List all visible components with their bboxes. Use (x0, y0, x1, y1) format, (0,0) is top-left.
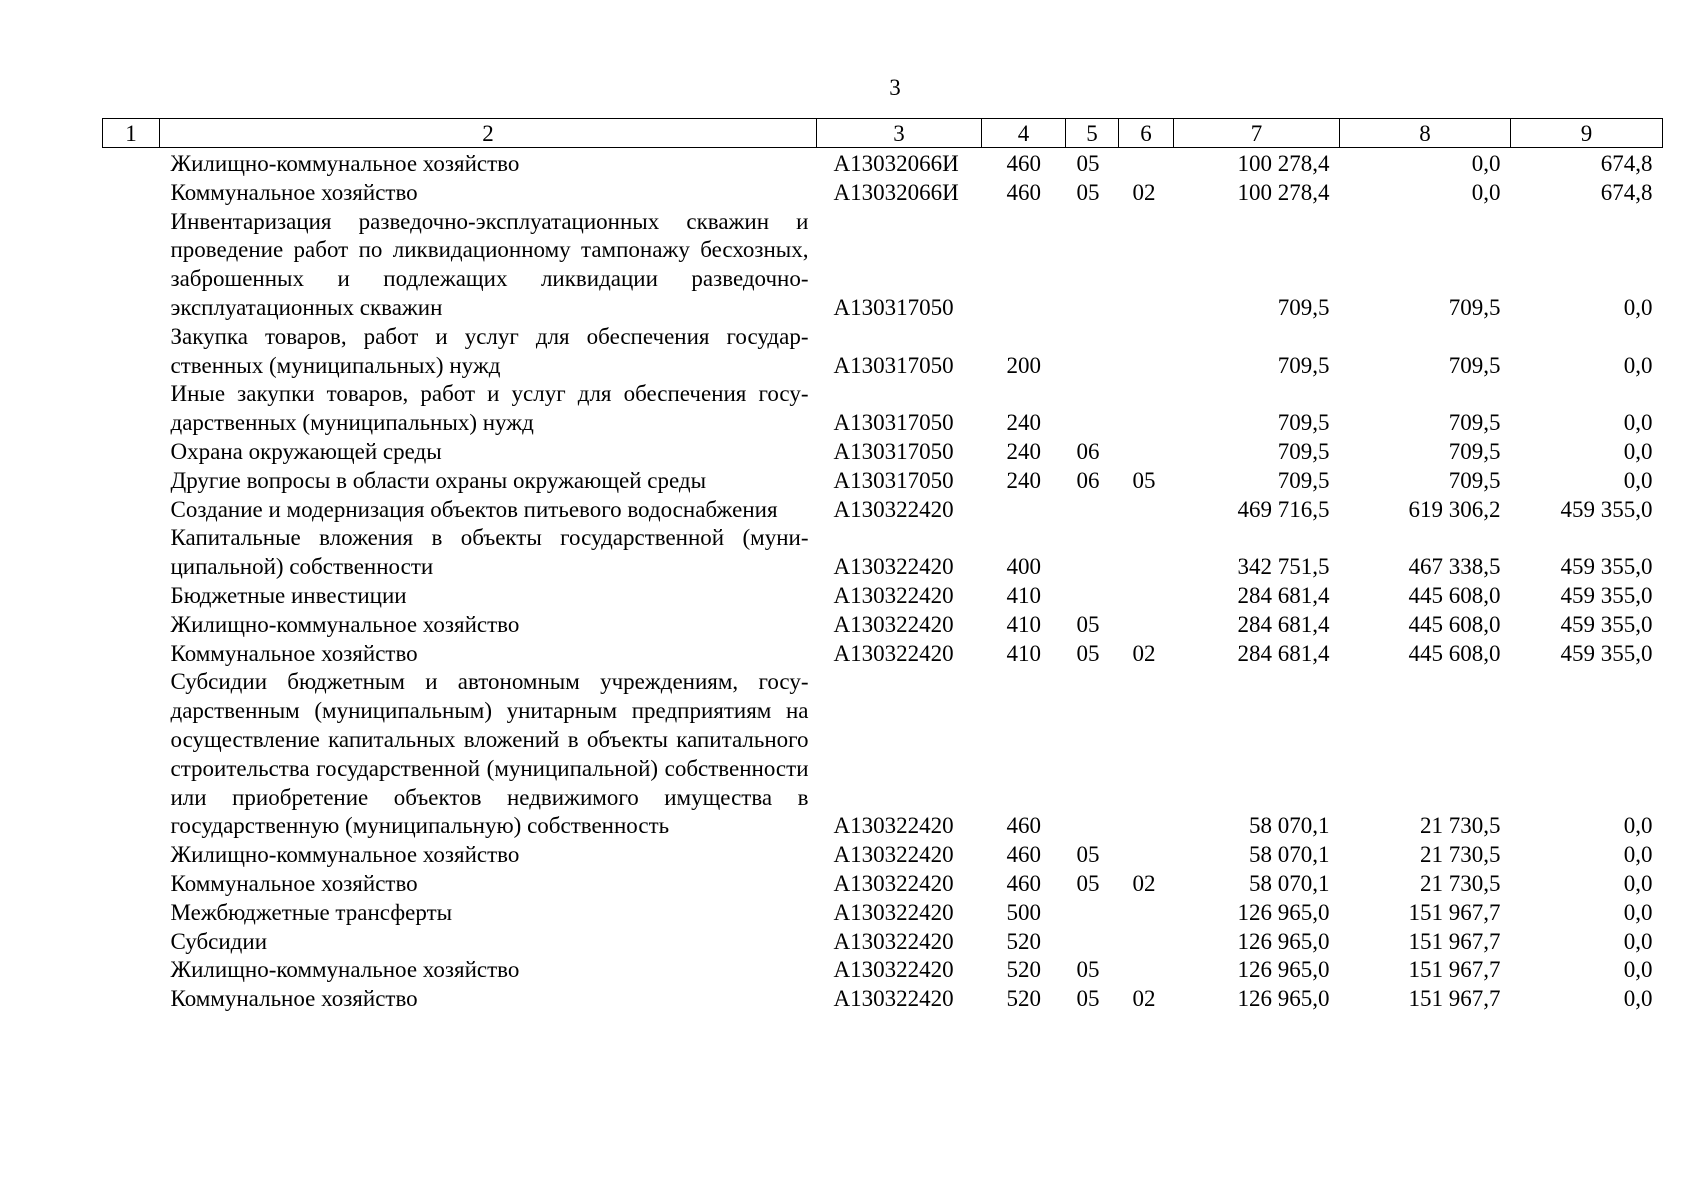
expense-type-code: 240 (1006, 438, 1041, 464)
table-row (103, 899, 1663, 928)
expense-type-code: 400 (1006, 554, 1041, 580)
table-row (103, 179, 1663, 208)
table-row (103, 841, 1663, 870)
target-article-code: А130317050 (833, 438, 954, 464)
expense-type-code: 460 (1006, 151, 1041, 176)
section-code: 05 (1076, 986, 1100, 1012)
section-code: 05 (1076, 179, 1100, 205)
row-name: Коммунальное хозяйство (170, 640, 418, 666)
amount-col-8: 0,0 (1471, 179, 1501, 205)
amount-col-8: 467 338,5 (1408, 554, 1501, 580)
amount-col-7: 342 751,5 (1237, 554, 1330, 580)
section-code (1066, 380, 1119, 438)
amount-col-9: 459 355,0 (1560, 496, 1653, 522)
amount-col-9: 0,0 (1623, 957, 1653, 983)
row-name: Жилищно-коммунальное хозяйство (170, 611, 520, 637)
amount-col-7: 284 681,4 (1237, 582, 1330, 608)
expense-type-code: 460 (1006, 179, 1041, 205)
row-number-cell (103, 179, 160, 208)
amount-col-8: 445 608,0 (1408, 640, 1501, 666)
expense-type-code: 460 (1006, 842, 1041, 868)
table-row (103, 438, 1663, 467)
amount-col-9: 0,0 (1623, 899, 1653, 925)
expense-type-code (982, 208, 1066, 323)
amount-col-7: 58 070,1 (1249, 842, 1330, 868)
subsection-code (1119, 956, 1174, 985)
row-name: Коммунальное хозяйство (170, 986, 418, 1012)
amount-col-8: 151 967,7 (1408, 957, 1501, 983)
section-code (1066, 668, 1119, 841)
amount-col-7: 469 716,5 (1237, 496, 1330, 522)
table-row (103, 208, 1663, 323)
target-article-code: А130322420 (833, 928, 954, 954)
amount-col-7: 58 070,1 (1249, 813, 1330, 839)
subsection-code (1119, 438, 1174, 467)
amount-col-7: 709,5 (1277, 352, 1330, 378)
target-article-code: А130317050 (833, 352, 954, 378)
subsection-code (1119, 496, 1174, 525)
amount-col-8: 21 730,5 (1420, 813, 1501, 839)
section-code: 05 (1076, 640, 1100, 666)
amount-col-9: 0,0 (1623, 438, 1653, 464)
expense-type-code: 460 (1006, 813, 1041, 839)
row-number-cell (103, 323, 160, 381)
amount-col-7: 100 278,4 (1237, 179, 1330, 205)
subsection-code: 02 (1132, 870, 1156, 896)
subsection-code: 02 (1132, 640, 1156, 666)
column-header-2: 2 (160, 119, 817, 148)
amount-col-8: 619 306,2 (1408, 496, 1501, 522)
table-row (103, 380, 1663, 438)
amount-col-9: 0,0 (1623, 410, 1653, 436)
expense-type-code: 200 (1006, 352, 1041, 378)
target-article-code: А130322420 (833, 640, 954, 666)
section-code (1066, 496, 1119, 525)
table-row (103, 640, 1663, 669)
section-code (1066, 323, 1119, 381)
amount-col-9: 0,0 (1623, 986, 1653, 1012)
budget-table (102, 118, 1663, 1014)
section-code (1066, 524, 1119, 582)
amount-col-8: 21 730,5 (1420, 842, 1501, 868)
amount-col-8: 0,0 (1471, 151, 1501, 176)
column-header-8: 8 (1340, 119, 1511, 148)
amount-col-9: 0,0 (1623, 870, 1653, 896)
expense-type-code: 500 (1006, 899, 1041, 925)
row-number-cell (103, 496, 160, 525)
row-name: Жилищно-коммунальное хозяйство (170, 151, 520, 176)
row-name: Коммунальное хозяйство (170, 870, 418, 896)
amount-col-8: 151 967,7 (1408, 986, 1501, 1012)
row-number-cell (103, 582, 160, 611)
amount-col-7: 58 070,1 (1249, 870, 1330, 896)
target-article-code: А130322420 (833, 611, 954, 637)
row-number-cell (103, 841, 160, 870)
row-number-cell (103, 148, 160, 179)
table-body (103, 148, 1663, 1014)
amount-col-9: 459 355,0 (1560, 554, 1653, 580)
subsection-code (1119, 524, 1174, 582)
amount-col-7: 709,5 (1277, 438, 1330, 464)
section-code (1066, 928, 1119, 957)
section-code: 05 (1076, 842, 1100, 868)
column-header-6: 6 (1119, 119, 1174, 148)
subsection-code: 02 (1132, 179, 1156, 205)
target-article-code: А130322420 (833, 813, 954, 839)
amount-col-7: 126 965,0 (1237, 957, 1330, 983)
amount-col-7: 100 278,4 (1237, 151, 1330, 176)
amount-col-7: 126 965,0 (1237, 928, 1330, 954)
row-name: Субсидии бюджетным и автономным учреждениям, государственным (муниципальным) унитарным предприятиям на осуществление капитальных вложений в объекты капитального строительства государственной (муниципальной) собственности или приобретение объектов недвижимого имущества в государственную (муниципальную) собственность (170, 669, 809, 839)
amount-col-8: 21 730,5 (1420, 870, 1501, 896)
amount-col-9: 0,0 (1623, 842, 1653, 868)
table-row (103, 668, 1663, 841)
target-article-code: А130322420 (833, 842, 954, 868)
table-row (103, 582, 1663, 611)
header-row (103, 119, 1663, 148)
row-number-cell (103, 524, 160, 582)
row-name: Иные закупки товаров, работ и услуг для обеспечения государственных (муниципальных) нужд (170, 381, 809, 436)
amount-col-8: 151 967,7 (1408, 928, 1501, 954)
subsection-code: 02 (1132, 986, 1156, 1012)
row-name: Капитальные вложения в объекты государственной (муниципальной) собственности (170, 525, 809, 580)
column-header-1: 1 (103, 119, 160, 148)
row-number-cell (103, 467, 160, 496)
row-number-cell (103, 611, 160, 640)
amount-col-7: 709,5 (1277, 294, 1330, 320)
row-number-cell (103, 956, 160, 985)
amount-col-9: 674,8 (1600, 179, 1653, 205)
amount-col-9: 459 355,0 (1560, 640, 1653, 666)
column-header-5: 5 (1066, 119, 1119, 148)
column-header-9: 9 (1511, 119, 1663, 148)
row-number-cell (103, 208, 160, 323)
row-name: Закупка товаров, работ и услуг для обеспечения государственных (муниципальных) нужд (170, 323, 809, 378)
amount-col-9: 459 355,0 (1560, 611, 1653, 637)
subsection-code (1119, 582, 1174, 611)
expense-type-code: 520 (1006, 986, 1041, 1012)
amount-col-7: 126 965,0 (1237, 899, 1330, 925)
subsection-code: 05 (1132, 467, 1156, 493)
section-code: 05 (1076, 611, 1100, 637)
expense-type-code: 520 (1006, 957, 1041, 983)
target-article-code: А130322420 (833, 899, 954, 925)
amount-col-7: 126 965,0 (1237, 986, 1330, 1012)
row-name: Бюджетные инвестиции (170, 582, 407, 608)
section-code (1066, 899, 1119, 928)
table-row (103, 611, 1663, 640)
row-name: Субсидии (170, 928, 268, 954)
column-header-3: 3 (817, 119, 982, 148)
amount-col-8: 709,5 (1448, 438, 1501, 464)
amount-col-7: 284 681,4 (1237, 611, 1330, 637)
subsection-code (1119, 380, 1174, 438)
amount-col-8: 445 608,0 (1408, 611, 1501, 637)
expense-type-code: 410 (1006, 582, 1041, 608)
target-article-code: А130317050 (833, 467, 954, 493)
expense-type-code: 520 (1006, 928, 1041, 954)
section-code (1066, 582, 1119, 611)
amount-col-8: 445 608,0 (1408, 582, 1501, 608)
table-row (103, 496, 1663, 525)
row-number-cell (103, 380, 160, 438)
table-row (103, 870, 1663, 899)
amount-col-8: 709,5 (1448, 410, 1501, 436)
amount-col-9: 0,0 (1623, 294, 1653, 320)
table-row (103, 524, 1663, 582)
row-name: Жилищно-коммунальное хозяйство (170, 842, 520, 868)
page-number: 3 (889, 75, 901, 100)
amount-col-9: 0,0 (1623, 467, 1653, 493)
row-number-cell (103, 985, 160, 1014)
section-code: 05 (1076, 957, 1100, 983)
subsection-code (1119, 323, 1174, 381)
expense-type-code: 460 (1006, 870, 1041, 896)
section-code (1066, 208, 1119, 323)
target-article-code: А130322420 (833, 554, 954, 580)
amount-col-8: 709,5 (1448, 467, 1501, 493)
column-header-7: 7 (1174, 119, 1340, 148)
amount-col-9: 459 355,0 (1560, 582, 1653, 608)
table-row (103, 928, 1663, 957)
row-name: Инвентаризация разведочно-эксплуатационных скважин и проведение работ по ликвидационному тампонажу бесхозных, заброшенных и подлежащих ликвидации разведочно-эксплуатационных скважин (170, 208, 809, 320)
target-article-code: А13032066И (833, 179, 959, 205)
amount-col-8: 709,5 (1448, 352, 1501, 378)
row-number-cell (103, 870, 160, 899)
section-code: 06 (1076, 467, 1100, 493)
amount-col-8: 151 967,7 (1408, 899, 1501, 925)
subsection-code (1119, 899, 1174, 928)
section-code: 05 (1076, 151, 1100, 176)
row-number-cell (103, 640, 160, 669)
amount-col-9: 0,0 (1623, 928, 1653, 954)
target-article-code: А13032066И (833, 151, 959, 176)
table-row (103, 148, 1663, 179)
amount-col-9: 0,0 (1623, 813, 1653, 839)
amount-col-7: 709,5 (1277, 410, 1330, 436)
amount-col-8: 709,5 (1448, 294, 1501, 320)
column-header-4: 4 (982, 119, 1066, 148)
expense-type-code: 240 (1006, 467, 1041, 493)
expense-type-code: 240 (1006, 410, 1041, 436)
row-number-cell (103, 928, 160, 957)
target-article-code: А130322420 (833, 957, 954, 983)
expense-type-code: 410 (1006, 640, 1041, 666)
row-name: Создание и модернизация объектов питьевого водоснабжения (170, 496, 778, 522)
row-number-cell (103, 668, 160, 841)
subsection-code (1119, 611, 1174, 640)
row-number-cell (103, 899, 160, 928)
subsection-code (1119, 928, 1174, 957)
expense-type-code (982, 496, 1066, 525)
subsection-code (1119, 148, 1174, 179)
amount-col-9: 0,0 (1623, 352, 1653, 378)
subsection-code (1119, 841, 1174, 870)
table-row (103, 323, 1663, 381)
row-number-cell (103, 438, 160, 467)
subsection-code (1119, 208, 1174, 323)
row-name: Жилищно-коммунальное хозяйство (170, 957, 520, 983)
target-article-code: А130322420 (833, 870, 954, 896)
table-row (103, 467, 1663, 496)
table-header (103, 119, 1663, 148)
amount-col-7: 284 681,4 (1237, 640, 1330, 666)
section-code: 05 (1076, 870, 1100, 896)
table-row (103, 956, 1663, 985)
row-name: Другие вопросы в области охраны окружающей среды (170, 467, 707, 493)
target-article-code: А130322420 (833, 986, 954, 1012)
expense-type-code: 410 (1006, 611, 1041, 637)
row-name: Охрана окружающей среды (170, 438, 442, 464)
row-name: Коммунальное хозяйство (170, 179, 418, 205)
row-name: Межбюджетные трансферты (170, 899, 453, 925)
target-article-code: А130322420 (833, 582, 954, 608)
table-row (103, 985, 1663, 1014)
subsection-code (1119, 668, 1174, 841)
target-article-code: А130317050 (833, 294, 954, 320)
section-code: 06 (1076, 438, 1100, 464)
target-article-code: А130317050 (833, 410, 954, 436)
amount-col-7: 709,5 (1277, 467, 1330, 493)
amount-col-9: 674,8 (1600, 151, 1653, 176)
target-article-code: А130322420 (833, 496, 954, 522)
